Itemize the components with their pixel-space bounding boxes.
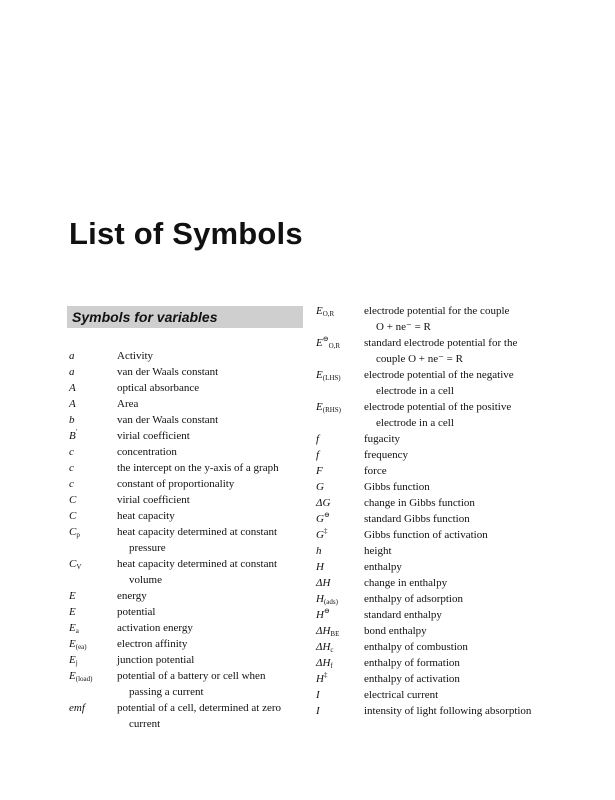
symbol-subscript: a xyxy=(75,627,79,635)
symbol xyxy=(69,396,117,412)
symbol xyxy=(316,623,364,639)
symbol-entry xyxy=(316,447,556,463)
symbol-entry xyxy=(316,463,556,479)
symbol-superscript: ⊖ xyxy=(323,607,330,615)
symbol xyxy=(69,460,117,476)
symbol-entry xyxy=(69,364,309,380)
symbol-letter: E xyxy=(316,369,323,381)
symbol-letter: G xyxy=(316,513,324,525)
symbol-entry xyxy=(316,703,556,719)
description-line: optical absorbance xyxy=(117,382,200,394)
description-line: electrode in a cell xyxy=(376,385,454,397)
symbol-letter: ΔH xyxy=(316,641,331,653)
symbol xyxy=(69,364,117,380)
symbol-letter: C xyxy=(69,526,77,538)
symbol-letter: H xyxy=(316,609,324,621)
symbol-letter: I xyxy=(316,689,320,701)
symbol xyxy=(69,492,117,508)
symbol xyxy=(69,380,117,396)
symbol-entry xyxy=(69,444,309,460)
symbol-entry xyxy=(69,620,309,636)
description-line: Gibbs function xyxy=(364,481,430,493)
description-line: electrode in a cell xyxy=(376,417,454,429)
symbol-description xyxy=(117,460,309,476)
symbol-entry xyxy=(316,367,556,399)
description-line: height xyxy=(364,545,392,557)
symbol xyxy=(69,428,117,444)
symbol-letter: A xyxy=(69,398,76,410)
symbol-subscript: (LHS) xyxy=(322,374,341,382)
description-line: electrode potential for the couple xyxy=(364,305,510,317)
symbol-entry xyxy=(69,476,309,492)
description-line: electrode potential of the negative xyxy=(364,369,514,381)
symbol xyxy=(69,620,117,636)
symbol-entry xyxy=(316,511,556,527)
symbol-superscript: ⊖ xyxy=(322,335,329,343)
symbol-description xyxy=(364,511,556,527)
symbol-entry xyxy=(69,556,309,588)
symbol-entry xyxy=(316,559,556,575)
description-line: potential of a battery or cell when xyxy=(117,670,266,682)
symbol-entry xyxy=(316,543,556,559)
symbol xyxy=(316,559,364,575)
symbol-letter: C xyxy=(69,558,77,570)
symbol-letter: c xyxy=(69,462,74,474)
description-line: constant of proportionality xyxy=(117,478,235,490)
symbol-description xyxy=(117,348,309,364)
symbol-description xyxy=(364,639,556,655)
symbol-entry xyxy=(69,460,309,476)
symbol-entry xyxy=(69,652,309,668)
symbol-description xyxy=(117,700,309,732)
symbol-letter: E xyxy=(316,305,323,317)
description-line: heat capacity determined at constant xyxy=(117,526,278,538)
symbol-description xyxy=(364,527,556,543)
symbol xyxy=(69,604,117,620)
symbol-letter: E xyxy=(69,654,76,666)
symbol-description xyxy=(364,431,556,447)
symbol-description xyxy=(364,575,556,591)
symbol xyxy=(316,479,364,495)
symbol xyxy=(316,511,364,527)
symbol-letter: emf xyxy=(69,702,85,714)
symbol-entry xyxy=(69,348,309,364)
symbol xyxy=(316,575,364,591)
symbol-entry xyxy=(69,396,309,412)
description-line: electron affinity xyxy=(117,638,188,650)
symbol xyxy=(316,431,364,447)
symbol xyxy=(69,588,117,604)
symbol xyxy=(69,636,117,652)
symbol-entry xyxy=(316,655,556,671)
symbol-description xyxy=(117,588,309,604)
symbol-superscript: ′ xyxy=(75,428,78,436)
description-line: enthalpy of combustion xyxy=(364,641,468,653)
symbol xyxy=(316,543,364,559)
description-line: junction potential xyxy=(117,654,195,666)
symbol xyxy=(69,668,117,700)
symbol xyxy=(316,527,364,543)
symbol-entry xyxy=(316,335,556,367)
symbol-subscript: p xyxy=(76,531,80,539)
description-line: current xyxy=(129,718,161,730)
symbol-subscript: (ads) xyxy=(323,598,338,606)
description-line: enthalpy of formation xyxy=(364,657,460,669)
symbol-letter: b xyxy=(69,414,75,426)
description-line: fugacity xyxy=(364,433,401,445)
symbol-entry xyxy=(316,495,556,511)
description-line: frequency xyxy=(364,449,408,461)
symbol-description xyxy=(364,495,556,511)
symbol-description xyxy=(117,508,309,524)
symbol-letter: A xyxy=(69,382,76,394)
symbol-description xyxy=(364,367,556,399)
symbol-letter: E xyxy=(316,337,323,349)
symbol xyxy=(69,444,117,460)
symbol-subscript: O,R xyxy=(322,310,335,318)
symbol-subscript: (ea) xyxy=(75,643,87,651)
symbol-description xyxy=(364,655,556,671)
symbol xyxy=(316,399,364,431)
symbol-description xyxy=(117,524,309,556)
description-line: van der Waals constant xyxy=(117,366,219,378)
symbol-letter: f xyxy=(316,449,320,461)
symbol xyxy=(316,591,364,607)
symbol-subscript: j xyxy=(75,659,78,667)
symbol xyxy=(316,607,364,623)
description-line: O + ne⁻ = R xyxy=(376,321,431,333)
symbol-description xyxy=(364,671,556,687)
symbol-description xyxy=(364,447,556,463)
description-line: passing a current xyxy=(129,686,204,698)
symbol-entry xyxy=(69,524,309,556)
symbol-superscript: ‡ xyxy=(323,527,328,535)
symbol-description xyxy=(364,687,556,703)
symbol xyxy=(69,476,117,492)
symbol xyxy=(69,348,117,364)
symbol-superscript: ⊖ xyxy=(323,511,330,519)
symbol-entry xyxy=(69,380,309,396)
description-line: change in enthalpy xyxy=(364,577,448,589)
description-line: enthalpy of adsorption xyxy=(364,593,463,605)
symbol-description xyxy=(364,463,556,479)
symbol-letter: H xyxy=(316,673,324,685)
description-line: electrode potential of the positive xyxy=(364,401,512,413)
symbol-letter: I xyxy=(316,705,320,717)
symbol-subscript: (load) xyxy=(75,675,93,683)
symbol-letter: c xyxy=(69,478,74,490)
symbol-entry xyxy=(69,700,309,732)
symbol-entry xyxy=(316,639,556,655)
description-line: bond enthalpy xyxy=(364,625,427,637)
description-line: force xyxy=(364,465,387,477)
symbol-letter: h xyxy=(316,545,322,557)
symbol-letter: E xyxy=(69,638,76,650)
symbol-description xyxy=(117,396,309,412)
symbol-letter: F xyxy=(316,465,323,477)
symbol xyxy=(316,495,364,511)
description-line: standard Gibbs function xyxy=(364,513,470,525)
description-line: volume xyxy=(129,574,162,586)
symbol-description xyxy=(117,620,309,636)
symbol-entry xyxy=(316,671,556,687)
symbol-letter: G xyxy=(316,529,324,541)
symbol xyxy=(316,463,364,479)
symbol-description xyxy=(117,444,309,460)
symbol-description xyxy=(364,607,556,623)
symbol-subscript: c xyxy=(330,646,334,654)
symbol-letter: a xyxy=(69,366,75,378)
symbol-description xyxy=(117,668,309,700)
symbol-description xyxy=(364,559,556,575)
symbol xyxy=(316,367,364,399)
symbol-description xyxy=(364,399,556,431)
symbol xyxy=(316,335,364,367)
symbol-description xyxy=(117,476,309,492)
symbol-letter: ΔH xyxy=(316,657,331,669)
symbol-letter: a xyxy=(69,350,75,362)
symbol-entry xyxy=(316,623,556,639)
symbol-entry xyxy=(69,492,309,508)
symbol-description xyxy=(117,492,309,508)
symbol-letter: H xyxy=(316,561,324,573)
description-line: virial coefficient xyxy=(117,430,190,442)
description-line: couple O + ne⁻ = R xyxy=(376,353,463,365)
symbol-description xyxy=(364,303,556,335)
symbol-description xyxy=(364,335,556,367)
symbol-entry xyxy=(316,687,556,703)
symbol xyxy=(316,687,364,703)
symbol-letter: E xyxy=(69,606,76,618)
symbol-subscript: (RHS) xyxy=(322,406,342,414)
section-title: Symbols for variables xyxy=(72,309,218,325)
description-line: heat capacity determined at constant xyxy=(117,558,278,570)
description-line: intensity of light following absorption xyxy=(364,705,532,717)
symbol-entry xyxy=(69,588,309,604)
description-line: Area xyxy=(117,398,139,410)
symbol-entry xyxy=(69,668,309,700)
symbol xyxy=(69,700,117,732)
symbol-letter: ΔH xyxy=(316,577,331,589)
description-line: van der Waals constant xyxy=(117,414,219,426)
symbol-letter: G xyxy=(316,481,324,493)
symbol-letter: c xyxy=(69,446,74,458)
symbol-description xyxy=(364,703,556,719)
symbol-letter: E xyxy=(69,622,76,634)
symbol-description xyxy=(364,479,556,495)
symbol-entry xyxy=(316,479,556,495)
symbol-entry xyxy=(69,412,309,428)
symbol-letter: E xyxy=(316,401,323,413)
symbol-description xyxy=(117,380,309,396)
symbol-description xyxy=(117,428,309,444)
description-line: potential of a cell, determined at zero xyxy=(117,702,282,714)
symbol-letter: B xyxy=(69,430,76,442)
description-line: Gibbs function of activation xyxy=(364,529,488,541)
symbol xyxy=(316,671,364,687)
description-line: activation energy xyxy=(117,622,193,634)
symbol xyxy=(69,652,117,668)
symbol-letter: ΔG xyxy=(316,497,331,509)
description-line: concentration xyxy=(117,446,177,458)
symbol-subscript: O,R xyxy=(328,342,341,350)
symbols-list-left xyxy=(69,348,309,732)
symbol-entry xyxy=(316,431,556,447)
symbol-entry xyxy=(69,508,309,524)
symbol-superscript: ‡ xyxy=(323,671,328,679)
symbol-entry xyxy=(69,636,309,652)
symbol-subscript: f xyxy=(330,662,333,670)
description-line: standard electrode potential for the xyxy=(364,337,518,349)
symbol-entry xyxy=(69,428,309,444)
symbol-description xyxy=(117,364,309,380)
description-line: heat capacity xyxy=(117,510,175,522)
description-line: enthalpy of activation xyxy=(364,673,460,685)
symbol-letter: f xyxy=(316,433,320,445)
symbol xyxy=(69,524,117,556)
description-line: change in Gibbs function xyxy=(364,497,475,509)
description-line: virial coefficient xyxy=(117,494,190,506)
description-line: energy xyxy=(117,590,147,602)
symbol xyxy=(69,412,117,428)
page-title: List of Symbols xyxy=(69,216,303,251)
symbol-description xyxy=(364,591,556,607)
symbol-entry xyxy=(316,575,556,591)
description-line: enthalpy xyxy=(364,561,402,573)
symbol-description xyxy=(364,543,556,559)
symbol-entry xyxy=(316,399,556,431)
symbol-description xyxy=(364,623,556,639)
symbol-description xyxy=(117,604,309,620)
symbol-entry xyxy=(316,607,556,623)
description-line: electrical current xyxy=(364,689,439,701)
symbol-letter: H xyxy=(316,593,324,605)
symbol-letter: C xyxy=(69,510,77,522)
symbol-letter: C xyxy=(69,494,77,506)
symbol-entry xyxy=(69,604,309,620)
description-line: standard enthalpy xyxy=(364,609,442,621)
symbol xyxy=(316,703,364,719)
description-line: Activity xyxy=(117,350,154,362)
symbol xyxy=(316,655,364,671)
symbol xyxy=(316,303,364,335)
symbol-letter: E xyxy=(69,670,76,682)
symbol-subscript: BE xyxy=(330,630,340,638)
symbol-description xyxy=(117,636,309,652)
symbol-subscript: V xyxy=(76,563,82,571)
symbol-letter: E xyxy=(69,590,76,602)
symbols-list-right xyxy=(316,303,556,719)
symbol-description xyxy=(117,652,309,668)
symbol-entry xyxy=(316,527,556,543)
description-line: pressure xyxy=(129,542,166,554)
description-line: the intercept on the y-axis of a graph xyxy=(117,462,279,474)
symbol xyxy=(69,508,117,524)
symbol-entry xyxy=(316,591,556,607)
description-line: potential xyxy=(117,606,156,618)
symbol xyxy=(316,447,364,463)
symbol-entry xyxy=(316,303,556,335)
symbol xyxy=(69,556,117,588)
symbol-letter: ΔH xyxy=(316,625,331,637)
symbol-description xyxy=(117,556,309,588)
symbol xyxy=(316,639,364,655)
symbol-description xyxy=(117,412,309,428)
